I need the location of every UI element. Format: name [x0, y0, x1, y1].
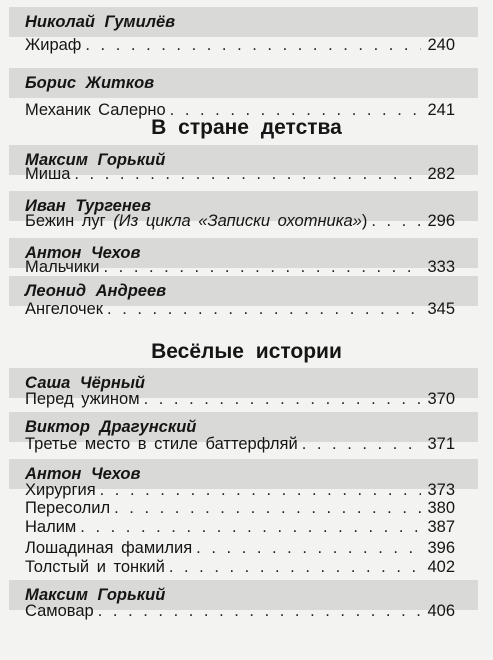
dot-leader	[144, 388, 421, 410]
entry-title: Самовар	[25, 602, 94, 620]
entry-page-number: 406	[427, 602, 455, 620]
entry-page-number: 240	[427, 36, 455, 54]
author-heading: Максим Горький	[9, 145, 478, 175]
toc-entry[interactable]	[25, 556, 455, 578]
entry-page-number: 387	[427, 518, 455, 536]
entry-page-number: 333	[427, 258, 455, 276]
entry-title: Толстый и тонкий	[25, 558, 165, 576]
entry-page-number: 402	[427, 558, 455, 576]
toc-entry[interactable]	[25, 34, 455, 56]
dot-leader	[103, 256, 421, 278]
toc-entry[interactable]	[25, 600, 455, 622]
entry-title: Третье место в стиле баттерфляй	[25, 435, 298, 453]
entry-title	[25, 210, 367, 232]
dot-leader	[169, 556, 421, 578]
entry-title: Перед ужином	[25, 390, 140, 408]
toc-entry[interactable]	[25, 298, 455, 320]
author-heading: Виктор Драгунский	[9, 412, 478, 442]
entry-page-number: 373	[427, 481, 455, 499]
dot-leader	[107, 298, 421, 320]
entry-page-number: 371	[427, 435, 455, 453]
entry-page-number: 396	[427, 539, 455, 557]
dot-leader	[74, 163, 421, 185]
dot-leader	[371, 210, 421, 232]
author-heading: Леонид Андреев	[9, 276, 478, 306]
entry-page-number: 345	[427, 300, 455, 318]
entry-page-number: 380	[427, 499, 455, 517]
author-heading: Борис Житков	[9, 68, 478, 98]
entry-title: Механик Салерно	[25, 101, 166, 119]
toc-entry[interactable]	[25, 163, 455, 185]
entry-title: Мальчики	[25, 258, 100, 276]
toc-entry[interactable]	[25, 388, 455, 410]
dot-leader	[80, 516, 421, 538]
dot-leader	[85, 34, 421, 56]
entry-page-number: 241	[427, 101, 455, 119]
entry-page-number: 296	[427, 212, 455, 230]
entry-title: Налим	[25, 518, 77, 536]
entry-title: Лошадиная фамилия	[25, 539, 193, 557]
author-heading: Иван Тургенев	[9, 191, 478, 221]
entry-title: Пересолил	[25, 499, 111, 517]
section-title: Весёлые истории	[151, 340, 342, 363]
author-heading: Антон Чехов	[9, 238, 478, 268]
author-heading: Антон Чехов	[9, 459, 478, 489]
subtitle-close-paren: )	[361, 212, 368, 230]
entry-title: Жираф	[25, 36, 82, 54]
author-heading: Николай Гумилёв	[9, 7, 478, 37]
dot-leader	[302, 433, 421, 455]
entry-title: Ангелочек	[25, 300, 104, 318]
author-heading: Саша Чёрный	[9, 368, 478, 398]
dot-leader	[98, 600, 421, 622]
toc-entry[interactable]	[25, 256, 455, 278]
entry-page-number: 282	[427, 165, 455, 183]
section-title: В стране детства	[151, 116, 342, 139]
entry-title: Миша	[25, 165, 71, 183]
entry-page-number: 370	[427, 390, 455, 408]
author-heading: Максим Горький	[9, 580, 478, 610]
toc-entry[interactable]	[25, 516, 455, 538]
entry-subtitle: (Из цикла «Записки охотника»	[113, 212, 362, 230]
entry-title-main: Бежин луг	[25, 212, 114, 230]
toc-entry[interactable]	[25, 433, 455, 455]
entry-title: Хирургия	[25, 481, 96, 499]
toc-entry[interactable]	[25, 210, 455, 232]
